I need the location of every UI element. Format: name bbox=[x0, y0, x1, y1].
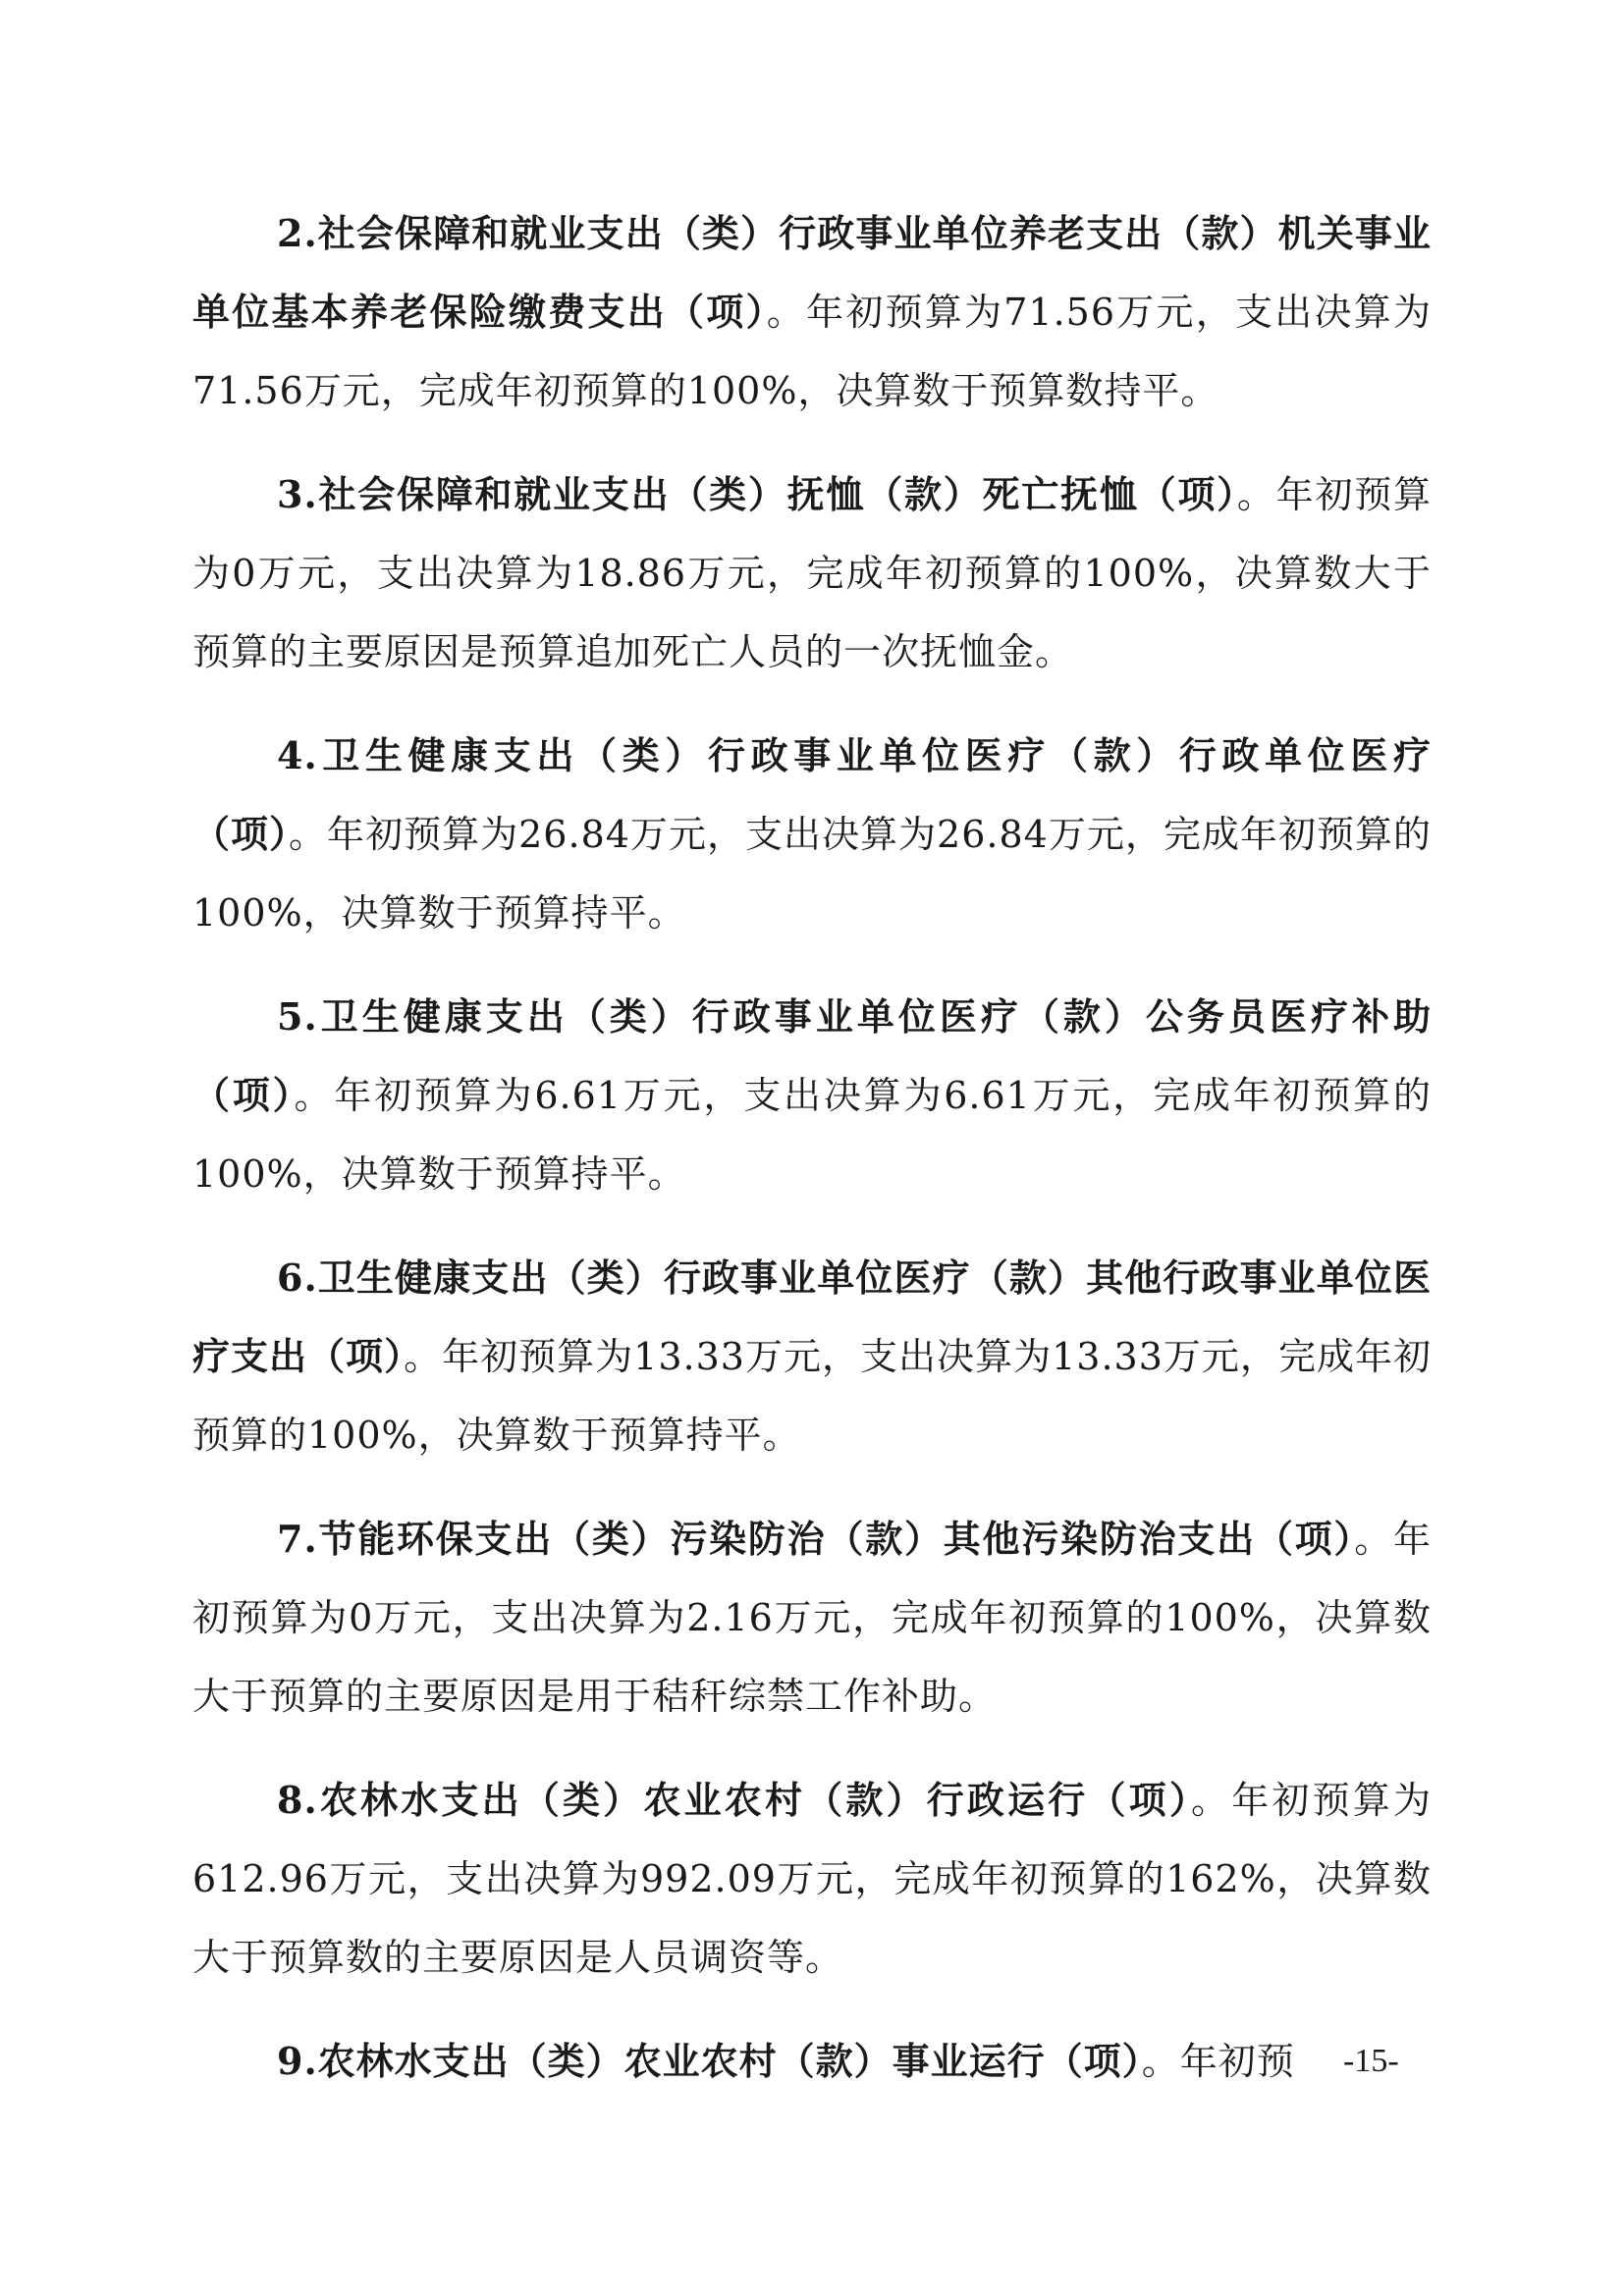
paragraph-heading: 3.社会保障和就业支出（类）抚恤（款）死亡抚恤（项） bbox=[277, 472, 1237, 516]
paragraph-item-7 bbox=[192, 1500, 1432, 1735]
paragraph-item-5 bbox=[192, 978, 1432, 1213]
paragraph-heading: 2.社会保障和就业支出（类）行政事业单位养老支出（款）机关事业单位基本养老保险缴费支出（项） bbox=[192, 211, 1432, 334]
paragraph-heading: 9.农林水支出（类）农业农村（款）事业运行（项） bbox=[277, 2039, 1142, 2083]
paragraph-text: 。年初预算为0万元，支出决算为2.16万元，完成年初预算的100%，决算数大于预算的主要原因是用于秸秆综禁工作补助。 bbox=[192, 1518, 1432, 1718]
paragraph-item-6 bbox=[192, 1239, 1432, 1474]
document-body bbox=[192, 194, 1432, 2126]
page-number: -15- bbox=[1343, 2043, 1399, 2079]
paragraph-text: 。年初预算为71.56万元，支出决算为71.56万元，完成年初预算的100%，决算数于预算数持平。 bbox=[192, 291, 1432, 412]
paragraph-text: 。年初预算为6.61万元，支出决算为6.61万元，完成年初预算的100%，决算数于预算持平。 bbox=[192, 1074, 1432, 1196]
paragraph-item-3 bbox=[192, 455, 1432, 691]
paragraph-text: 。年初预算为13.33万元，支出决算为13.33万元，完成年初预算的100%，决算数于预算持平。 bbox=[192, 1335, 1432, 1457]
paragraph-text: 。年初预 bbox=[1141, 2040, 1295, 2083]
paragraph-item-4 bbox=[192, 717, 1432, 952]
paragraph-heading: 4.卫生健康支出（类）行政事业单位医疗（款）行政单位医疗（项） bbox=[192, 733, 1432, 856]
paragraph-item-9 bbox=[192, 2022, 1432, 2101]
paragraph-heading: 7.节能环保支出（类）污染防治（款）其他污染防治支出（项） bbox=[277, 1517, 1355, 1561]
paragraph-item-8 bbox=[192, 1761, 1432, 1997]
paragraph-text: 。年初预算为612.96万元，支出决算为992.09万元，完成年初预算的162%，决算数大于预算数的主要原因是人员调资等。 bbox=[192, 1779, 1432, 1979]
paragraph-item-2 bbox=[192, 194, 1432, 430]
paragraph-heading: 5.卫生健康支出（类）行政事业单位医疗（款）公务员医疗补助（项） bbox=[192, 994, 1432, 1117]
paragraph-text: 。年初预算为0万元，支出决算为18.86万元，完成年初预算的100%，决算数大于预算的主要原因是预算追加死亡人员的一次抚恤金。 bbox=[192, 473, 1432, 673]
paragraph-heading: 8.农林水支出（类）农业农村（款）行政运行（项） bbox=[277, 1778, 1192, 1822]
paragraph-heading: 6.卫生健康支出（类）行政事业单位医疗（款）其他行政事业单位医疗支出（项） bbox=[192, 1255, 1432, 1378]
paragraph-text: 。年初预算为26.84万元，支出决算为26.84万元，完成年初预算的100%，决算数于预算持平。 bbox=[192, 813, 1432, 934]
